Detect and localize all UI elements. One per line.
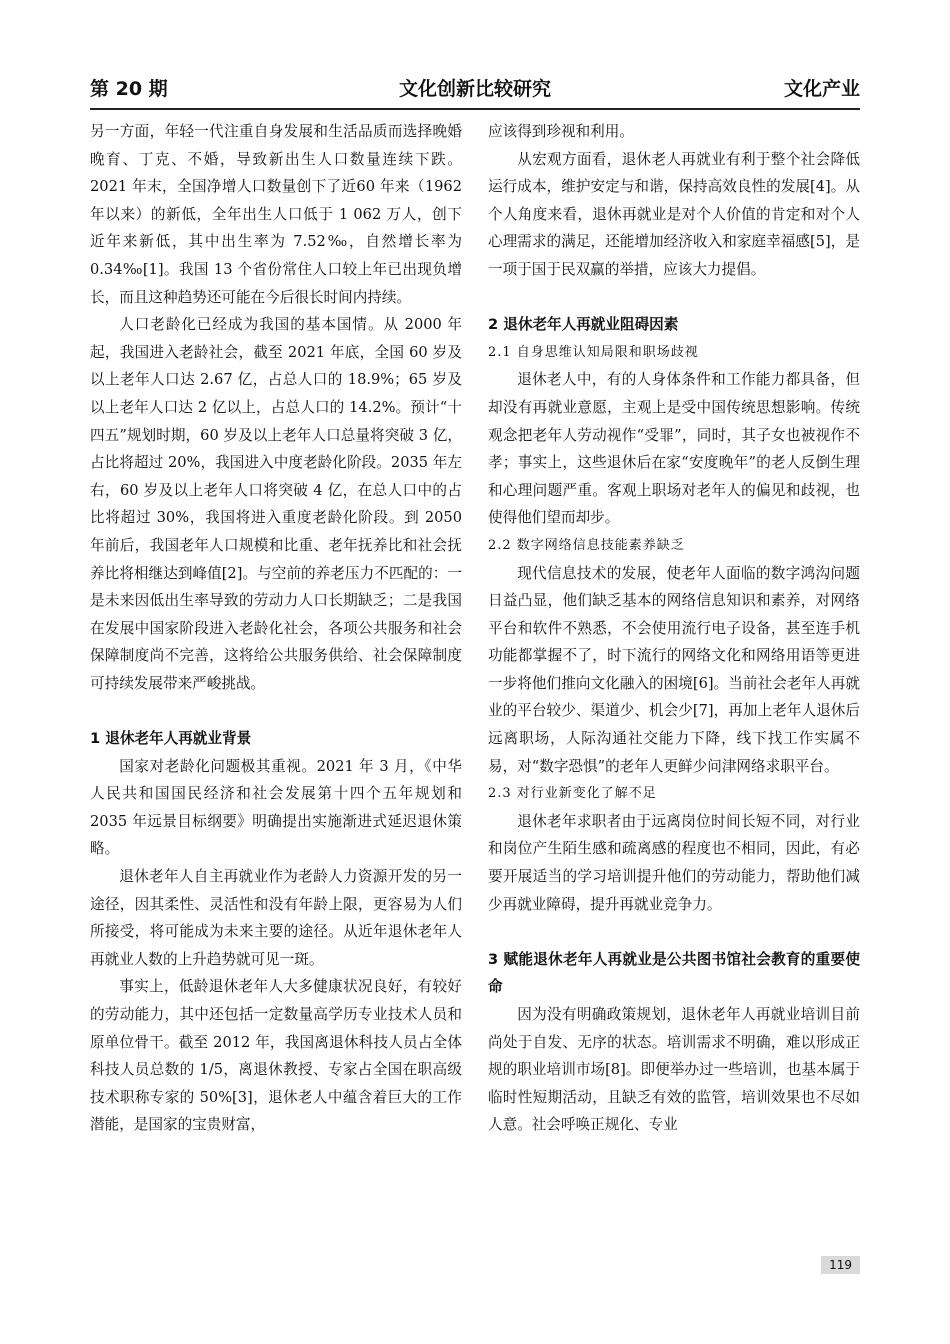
- paragraph: 退休老年人自主再就业作为老龄人力资源开发的另一途径，因其柔性、灵活性和没有年龄上限，更容易为人们所接受，将可能成为未来主要的途径。从近年退休老年人再就业人数的上升趋势就可见一斑。: [90, 868, 462, 968]
- section-name: 文化产业: [783, 78, 860, 100]
- paragraph: 退休老年求职者由于远离岗位时间长短不同，对行业和岗位产生陌生感和疏离感的程度也不相同，因此，有必要开展适当的学习培训提升他们的劳动能力，帮助他们减少再就业障碍，提升再就业竞争力。: [488, 812, 860, 913]
- paragraph: 现代信息技术的发展，使老年人面临的数字鸿沟问题日益凸显，他们缺乏基本的网络信息知识和素养，对网络平台和软件不熟悉，不会使用流行电子设备，甚至连手机功能都掌握不了，时下流行的网络文化和网络用语等更进一步将他们推向文化融入的困境[6]。当前社会老年人再就业的平台较少、渠道少、机会少[7]，再加上老年人退休后远离职场，人际沟通社交能力下降，线下找工作实属不易，对“数字恐惧”的老年人更鲜少问津网络求职平台。: [488, 564, 860, 775]
- subsection-heading-2-2: 2.2 数字网络信息技能素养缺乏: [488, 537, 685, 553]
- header-rule: [90, 108, 860, 110]
- issue-number: 第 20 期: [90, 78, 168, 100]
- running-header: [90, 74, 860, 104]
- paragraph: 事实上，低龄退休老年人大多健康状况良好，有较好的劳动能力，其中还包括一定数量高学历专业技术人员和原单位骨干。截至 2012 年，我国离退休科技人员占全体科技人员总数的 1/5，离退休教授、专家占全国在职高级技术职称专家的 50%[3]，退休老人中蕴含着巨大的工作潜能，是国家的宝贵财富，: [90, 978, 462, 1134]
- subsection-heading-2-3: 2.3 对行业新变化了解不足: [488, 786, 657, 802]
- section-heading-1: 1 退休老年人再就业背景: [90, 730, 252, 748]
- paragraph: 因为没有明确政策规划，退休老年人再就业培训目前尚处于自发、无序的状态。培训需求不明确，难以形成正规的职业培训市场[8]。即便举办过一些培训，也基本属于临时性短期活动，且缺乏有效的监管，培训效果也不尽如人意。社会呼唤正规化、专业: [488, 1006, 860, 1134]
- journal-title: 文化创新比较研究: [398, 78, 551, 100]
- paragraph: 人口老龄化已经成为我国的基本国情。从 2000 年起，我国进入老龄社会，截至 2021 年底，全国 60 岁及以上老年人口达 2.67 亿，占总人口的 18.9%；65 岁及以上老年人口达 2 亿以上，占总人口的 14.2%。预计“十四五”规划时期，60 岁及以上老年人口总量将突破 3 亿，占比将超过 20%，我国进入中度老龄化阶段。2035 年左右，60 岁及以上老年人口将突破 4 亿，在总人口中的占比将超过 30%，我国将进入重度老龄化阶段。到 2050 年前后，我国老年人口规模和比重、老年抚养比和社会抚养比将相继达到峰值[2]。与空前的养老压力不匹配的：一是未来因低出生率导致的劳动力人口长期缺乏；二是我国在发展中国家阶段进入老龄化社会，各项公共服务和社会保障制度尚不完善，这将给公共服务供给、社会保障制度可持续发展带来严峻挑战。: [90, 316, 462, 692]
- paragraph: 另一方面，年轻一代注重自身发展和生活品质而选择晚婚晚育、丁克、不婚，导致新出生人口数量连续下跌。2021 年末，全国净增人口数量创下了近60 年来（1962 年以来）的新低，全年出生人口低于 1 062 万人，创下近年来新低，其中出生率为 7.52‰，自然增长率为 0.34‰[1]。我国 13 个省份常住人口较上年已出现负增长，而且这种趋势还可能在今后很长时间内持续。: [90, 123, 462, 306]
- subsection-heading-2-1: 2.1 自身思维认知局限和职场歧视: [488, 344, 699, 360]
- paragraph: 国家对老龄化问题极其重视。2021 年 3 月，《中华人民共和国国民经济和社会发展第十四个五年规划和 2035 年远景目标纲要》明确提出实施渐进式延迟退休策略。: [90, 757, 462, 858]
- paragraph: 应该得到珍视和利用。: [488, 123, 634, 140]
- paragraph: 退休老人中，有的人身体条件和工作能力都具备，但却没有再就业意愿，主观上是受中国传统思想影响。传统观念把老年人劳动视作“受罪”，同时，其子女也被视作不孝；事实上，这些退休后在家“安度晚年”的老人反倒生理和心理问题严重。客观上职场对老年人的偏见和歧视，也使得他们望而却步。: [488, 371, 860, 527]
- section-heading-2: 2 退休老年人再就业阻碍因素: [488, 316, 679, 334]
- right-column: [488, 118, 860, 1139]
- section-heading-3: 3 赋能退休老年人再就业是公共图书馆社会教育的重要使命: [488, 950, 860, 996]
- paragraph: 从宏观方面看，退休老人再就业有利于整个社会降低运行成本，维护安定与和谐，保持高效良性的发展[4]。从个人角度来看，退休再就业是对个人价值的肯定和对个人心理需求的满足，还能增加经济收入和家庭幸福感[5]，是一项于国于民双赢的举措，应该大力提倡。: [488, 150, 860, 278]
- page-number: 119: [821, 1256, 860, 1274]
- left-column: [90, 118, 462, 1139]
